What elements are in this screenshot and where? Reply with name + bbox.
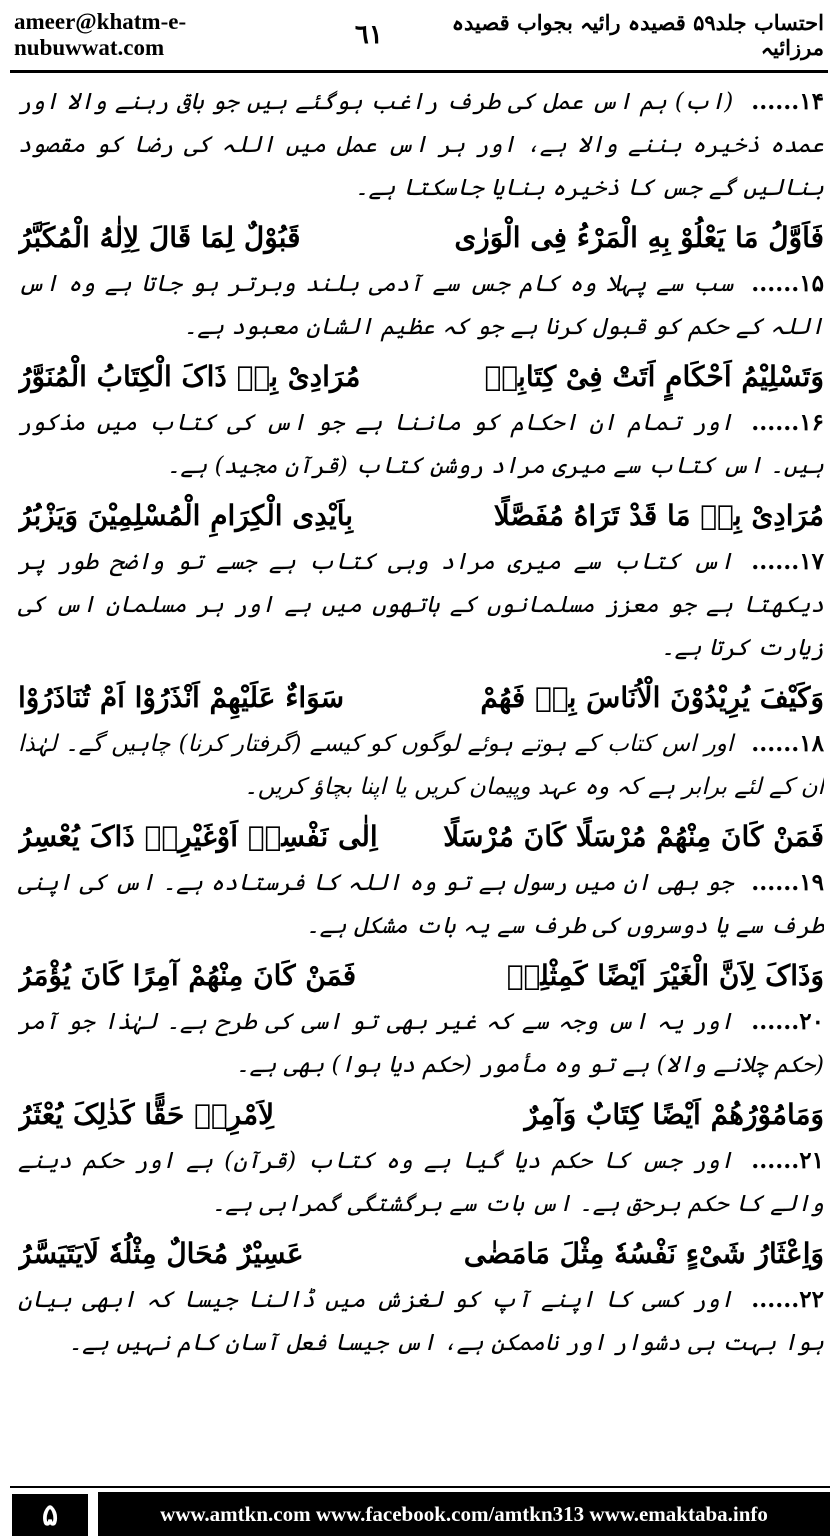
arabic-verse bbox=[18, 1230, 824, 1278]
verse-number: ۲۰...... bbox=[751, 1008, 824, 1035]
header-rule bbox=[10, 70, 828, 73]
verse-hemistich: وَتَسْلِیْمُ اَحْکَامٍ اَتَتْ فِیْ کِتَابِهٖ bbox=[484, 360, 824, 393]
urdu-translation bbox=[18, 540, 824, 670]
verse-hemistich: قَبُوْلٌ لِمَا قَالَ لِاِلٰهُ الْمُکَبَّرُ bbox=[18, 221, 301, 254]
footer-rule bbox=[10, 1486, 830, 1488]
verse-block bbox=[18, 813, 824, 948]
verse-hemistich: عَسِیْرٌ مُحَالٌ مِثْلُهٗ لَایَتَیَسَّرُ bbox=[18, 1237, 304, 1270]
verse-block bbox=[18, 1091, 824, 1226]
verse-number: ۱۹...... bbox=[751, 869, 824, 896]
verse-hemistich: سَوَاءٌ عَلَیْهِمْ اَنْذَرُوْا اَمْ تُنَاذَرُوْا bbox=[18, 681, 345, 714]
header-title: احتساب جلد۵۹ قصیدہ رائیہ بجواب قصیدہ مرزائیہ bbox=[451, 10, 824, 60]
verse-number: ۱۶...... bbox=[751, 409, 824, 436]
urdu-translation bbox=[18, 861, 824, 948]
arabic-verse bbox=[18, 353, 824, 401]
verse-hemistich: مُرَادِیْ بِهٖ ذَاکَ الْکِتَابُ الْمُنَوَّرُ bbox=[18, 360, 361, 393]
urdu-translation bbox=[18, 401, 824, 488]
header-left bbox=[14, 9, 383, 61]
arabic-verse bbox=[18, 214, 824, 262]
translation-text: سب سے پہلا وہ کام جس سے آدمی بلند وبرتر ہو جاتا ہے وہ اس اللہ کے حکم کو قبول کرنا ہے جو کہ عظیم الشان معبود ہے۔ bbox=[18, 271, 824, 340]
translation-text: اور کسی کا اپنے آپ کو لغزش میں ڈالنا جیسا کہ ابھی بیان ہوا بہت ہی دشوار اور ناممکن ہے، اس جیسا فعل آسان کام نہیں ہے۔ bbox=[18, 1287, 824, 1356]
header-email: ameer@khatm-e-nubuwwat.com bbox=[14, 9, 187, 60]
verse-block bbox=[18, 353, 824, 488]
arabic-verse bbox=[18, 813, 824, 861]
header-page-number: ٦١ bbox=[354, 20, 383, 50]
verse-hemistich: اِلٰی نَفْسِهٖ اَوْغَیْرِهٖ ذَاکَ یُعْسِرُ bbox=[18, 820, 378, 853]
verse-number: ۱۸...... bbox=[751, 730, 824, 757]
verse-block bbox=[18, 214, 824, 349]
translation-text: (اب) ہم اس عمل کی طرف راغب ہوگئے ہیں جو باقی رہنے والا اور عمدہ ذخیرہ بننے والا ہے، اور ہر اس عمل میں اللہ کی رضا کو مقصود بنالیں گے جس کا ذخیرہ بنایا جاسکتا ہے۔ bbox=[18, 89, 824, 201]
verse-hemistich: وَکَیْفَ یُرِیْدُوْنَ الْاُنَاسَ بِهٖ فَهُمْ bbox=[480, 681, 824, 714]
urdu-translation bbox=[18, 722, 824, 809]
verse-hemistich: مُرَادِیْ بِهٖ مَا قَدْ تَرَاهُ مُفَصَّلًا bbox=[493, 499, 824, 532]
verse-hemistich: فَمَنْ کَانَ مِنْهُمْ آمِرًا کَانَ یُؤْمَرُ bbox=[18, 959, 357, 992]
arabic-verse bbox=[18, 674, 824, 722]
translation-text: جو بھی ان میں رسول ہے تو وہ اللہ کا فرستادہ ہے۔ اس کی اپنی طرف سے یا دوسروں کی طرف سے یہ بات مشکل ہے۔ bbox=[18, 870, 824, 939]
urdu-translation bbox=[18, 1139, 824, 1226]
translation-text: اور تمام ان احکام کو ماننا ہے جو اس کی کتاب میں مذکور ہیں۔ اس کتاب سے میری مراد روشن کتاب (قرآن مجید) ہے۔ bbox=[18, 410, 824, 479]
verse-hemistich: فَاَوَّلُ مَا یَعْلُوْ بِهِ الْمَرْءُ فِی الْوَرٰی bbox=[454, 221, 824, 254]
urdu-translation bbox=[18, 1278, 824, 1365]
verse-block bbox=[18, 952, 824, 1087]
verse-block bbox=[18, 674, 824, 809]
arabic-verse bbox=[18, 1091, 824, 1139]
verse-hemistich: فَمَنْ کَانَ مِنْهُمْ مُرْسَلًا کَانَ مُرْسَلًا bbox=[443, 820, 824, 853]
page-header bbox=[14, 0, 824, 70]
urdu-translation bbox=[18, 1000, 824, 1087]
verse-hemistich: لِاَمْرِهٖ حَقًّا کَذٰلِکَ یُعْثَرُ bbox=[18, 1098, 275, 1131]
verse-number: ۱۵...... bbox=[751, 270, 824, 297]
page-footer bbox=[0, 1482, 840, 1540]
urdu-translation bbox=[18, 80, 824, 210]
verse-number: ۲۲...... bbox=[751, 1286, 824, 1313]
arabic-verse bbox=[18, 492, 824, 540]
translation-text: اس کتاب سے میری مراد وہی کتاب ہے جسے تو واضح طور پر دیکھتا ہے جو معزز مسلمانوں کے ہاتھوں میں ہے اور ہر مسلمان اس کی زیارت کرتا ہے۔ bbox=[18, 549, 824, 661]
verse-number: ۱۷...... bbox=[751, 548, 824, 575]
verse-number: ۲۱...... bbox=[751, 1147, 824, 1174]
verse-hemistich: بِاَیْدِی الْکِرَامِ الْمُسْلِمِیْنَ وَیَزْبُرُ bbox=[18, 499, 354, 532]
verse-block bbox=[18, 492, 824, 670]
verse-number: ۱۴...... bbox=[751, 88, 824, 115]
translation-text: اور اس کتاب کے ہوتے ہوئے لوگوں کو کیسے (گرفتار کرنا) چاہیں گے۔ لہٰذا ان کے لئے برابر ہے کہ وہ عہد وپیمان کریں یا اپنا بچاؤ کریں۔ bbox=[18, 731, 824, 800]
translation-text: اور جس کا حکم دیا گیا ہے وہ کتاب (قرآن) ہے اور حکم دینے والے کا حکم برحق ہے۔ اس بات سے برگشتگی گمراہی ہے۔ bbox=[18, 1148, 824, 1217]
footer-page-box: ۵ bbox=[12, 1494, 88, 1536]
verse-hemistich: وَذَاکَ لِاَنَّ الْغَیْرَ اَیْضًا کَمِثْلِهٖ bbox=[506, 959, 824, 992]
verse-block bbox=[18, 80, 824, 210]
footer-links: www.amtkn.com www.facebook.com/amtkn313 www.emaktaba.info bbox=[98, 1492, 830, 1536]
urdu-translation bbox=[18, 262, 824, 349]
verse-block bbox=[18, 1230, 824, 1365]
verse-hemistich: وَاِعْثَارُ شَیْءٍ نَفْسُهٗ مِثْلَ مَامَضٰی bbox=[463, 1237, 824, 1270]
translation-text: اور یہ اس وجہ سے کہ غیر بھی تو اسی کی طرح ہے۔ لہٰذا جو آمر (حکم چلانے والا) ہے تو وہ مأمور (حکم دیا ہوا) بھی ہے۔ bbox=[18, 1009, 824, 1078]
arabic-verse bbox=[18, 952, 824, 1000]
poem-content bbox=[18, 80, 824, 1460]
verse-hemistich: وَمَامُوْرُهُمْ اَیْضًا کِتَابٌ وَآمِرٌ bbox=[524, 1098, 824, 1131]
